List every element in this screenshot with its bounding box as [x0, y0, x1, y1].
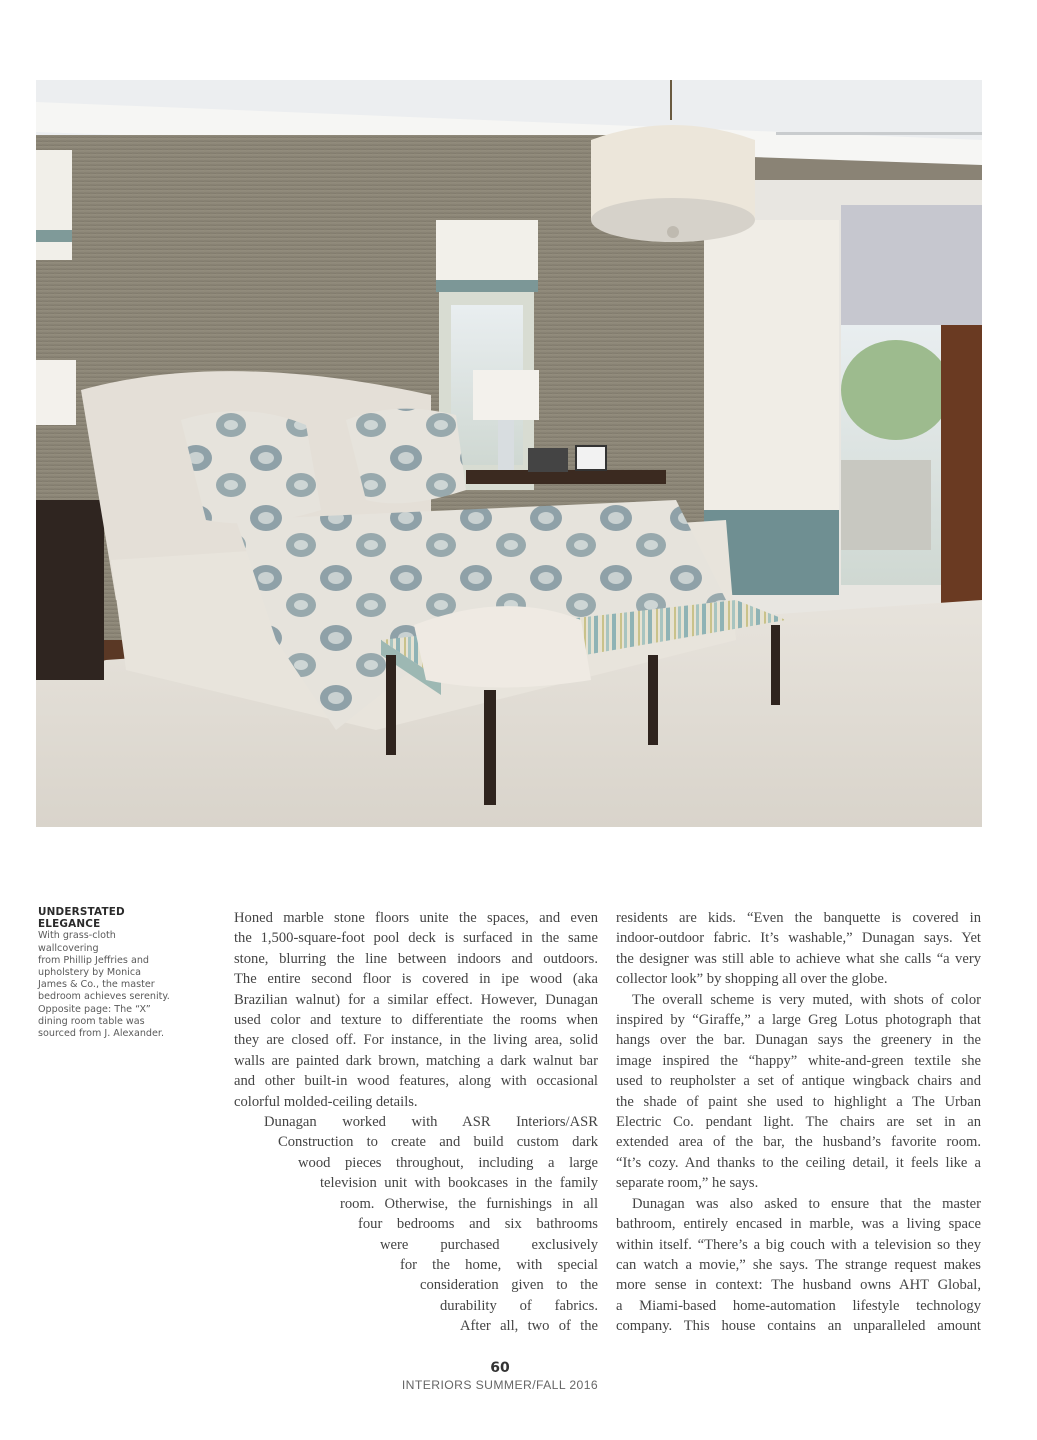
text-line: and other built-in wood features, along with occasional — [234, 1073, 598, 1090]
paragraph — [616, 990, 981, 1194]
page-number: 60 — [490, 1360, 510, 1376]
text-line: collector look” by shopping all over the globe. — [616, 971, 888, 988]
text-line: can watch a movie,” she says. The strange request makes — [616, 1256, 981, 1273]
paragraph — [234, 908, 598, 1112]
text-line: “It’s cozy. And thanks to the ceiling detail, it feels like a — [616, 1154, 981, 1171]
text-line: bathroom, entirely encased in marble, was a living space — [616, 1216, 981, 1233]
text-line: stone, blurring the line between indoors and outdoors. — [234, 950, 598, 967]
text-line: company. This house contains an unparalleled amount — [616, 1318, 981, 1335]
text-line: room. Otherwise, the furnishings in all — [340, 1195, 598, 1212]
caption-line: bedroom achieves serenity. — [38, 991, 170, 1003]
text-line: walls are painted dark brown, matching a dark walnut bar — [234, 1052, 598, 1069]
text-line: inspired by “Giraffe,” a large Greg Lotus photograph that — [616, 1012, 981, 1029]
article-column-2 — [616, 908, 981, 1337]
text-line: image inspired the “happy” white-and-green textile she — [616, 1052, 981, 1069]
text-line: extended area of the bar, the husband’s favorite room. — [616, 1134, 981, 1151]
text-line: hangs over the bar. Dunagan says the greenery in the — [616, 1032, 981, 1049]
text-line: four bedrooms and six bathrooms — [358, 1216, 598, 1233]
text-line: colorful molded-ceiling details. — [234, 1093, 418, 1110]
caption-heading: UNDERSTATED ELEGANCE — [38, 906, 125, 931]
caption-line: dining room table was — [38, 1015, 145, 1027]
bedroom-illustration — [36, 80, 982, 827]
text-line: Dunagan was also asked to ensure that the master — [632, 1195, 981, 1212]
bedroom-photo — [36, 80, 982, 827]
page-footer — [0, 1360, 1000, 1392]
article-column-1 — [234, 908, 598, 1337]
text-line: The overall scheme is very muted, with shots of color — [632, 991, 981, 1008]
paragraph — [234, 1112, 598, 1336]
text-line: wood pieces throughout, including a large — [298, 1154, 598, 1171]
caption-line: With grass-cloth wallcovering — [38, 930, 116, 954]
text-line: After all, two of the — [460, 1318, 598, 1335]
text-line: separate room,” he says. — [616, 1175, 759, 1192]
text-line: residents are kids. “Even the banquette is covered in — [616, 910, 981, 926]
paragraph — [616, 1194, 981, 1337]
caption-line: sourced from J. Alexander. — [38, 1028, 165, 1040]
text-line: television unit with bookcases in the family — [320, 1175, 598, 1192]
text-line: the 1,500-square-foot pool deck is surfaced in the same — [234, 930, 598, 947]
text-line: Honed marble stone floors unite the spaces, and even — [234, 910, 598, 926]
text-line: for the home, with special — [400, 1256, 598, 1273]
text-line: the shade of paint she used to highlight a The Urban — [616, 1093, 981, 1110]
text-line: consideration given to the — [420, 1277, 598, 1294]
photo-caption — [38, 906, 174, 1040]
text-line: used color and texture to differentiate the rooms when — [234, 1012, 598, 1029]
text-line: used to reupholster a set of antique wingback chairs and — [616, 1073, 981, 1090]
text-line: The entire second floor is covered in ipe wood (aka — [234, 971, 598, 988]
text-line: within itself. “There’s a big couch with a television so they — [616, 1236, 981, 1253]
text-line: Construction to create and build custom dark — [278, 1134, 598, 1151]
caption-line: upholstery by Monica — [38, 967, 141, 979]
text-line: the designer was still able to achieve what she calls “a very — [616, 950, 981, 967]
caption-line: from Phillip Jeffries and — [38, 954, 149, 966]
text-line: more sense in context: The husband owns AHT Global, — [616, 1277, 981, 1294]
text-line: Dunagan worked with ASR Interiors/ASR — [264, 1114, 598, 1131]
paragraph — [616, 908, 981, 990]
text-line: indoor-outdoor fabric. It’s washable,” Dunagan says. Yet — [616, 930, 981, 947]
text-line: were purchased exclusively — [380, 1236, 598, 1253]
text-line: Electric Co. pendant light. The chairs are set in an — [616, 1114, 981, 1131]
caption-line: Opposite page: The “X” — [38, 1003, 151, 1015]
caption-line: James & Co., the master — [38, 979, 155, 991]
text-line: they are closed off. For instance, in the living area, solid — [234, 1032, 598, 1049]
publication-name: INTERIORS SUMMER/FALL 2016 — [401, 1378, 599, 1392]
text-line: a Miami-based home-automation lifestyle technology — [616, 1297, 981, 1314]
text-line: Brazilian walnut) for a similar effect. However, Dunagan — [234, 991, 598, 1008]
text-line: durability of fabrics. — [440, 1297, 598, 1314]
